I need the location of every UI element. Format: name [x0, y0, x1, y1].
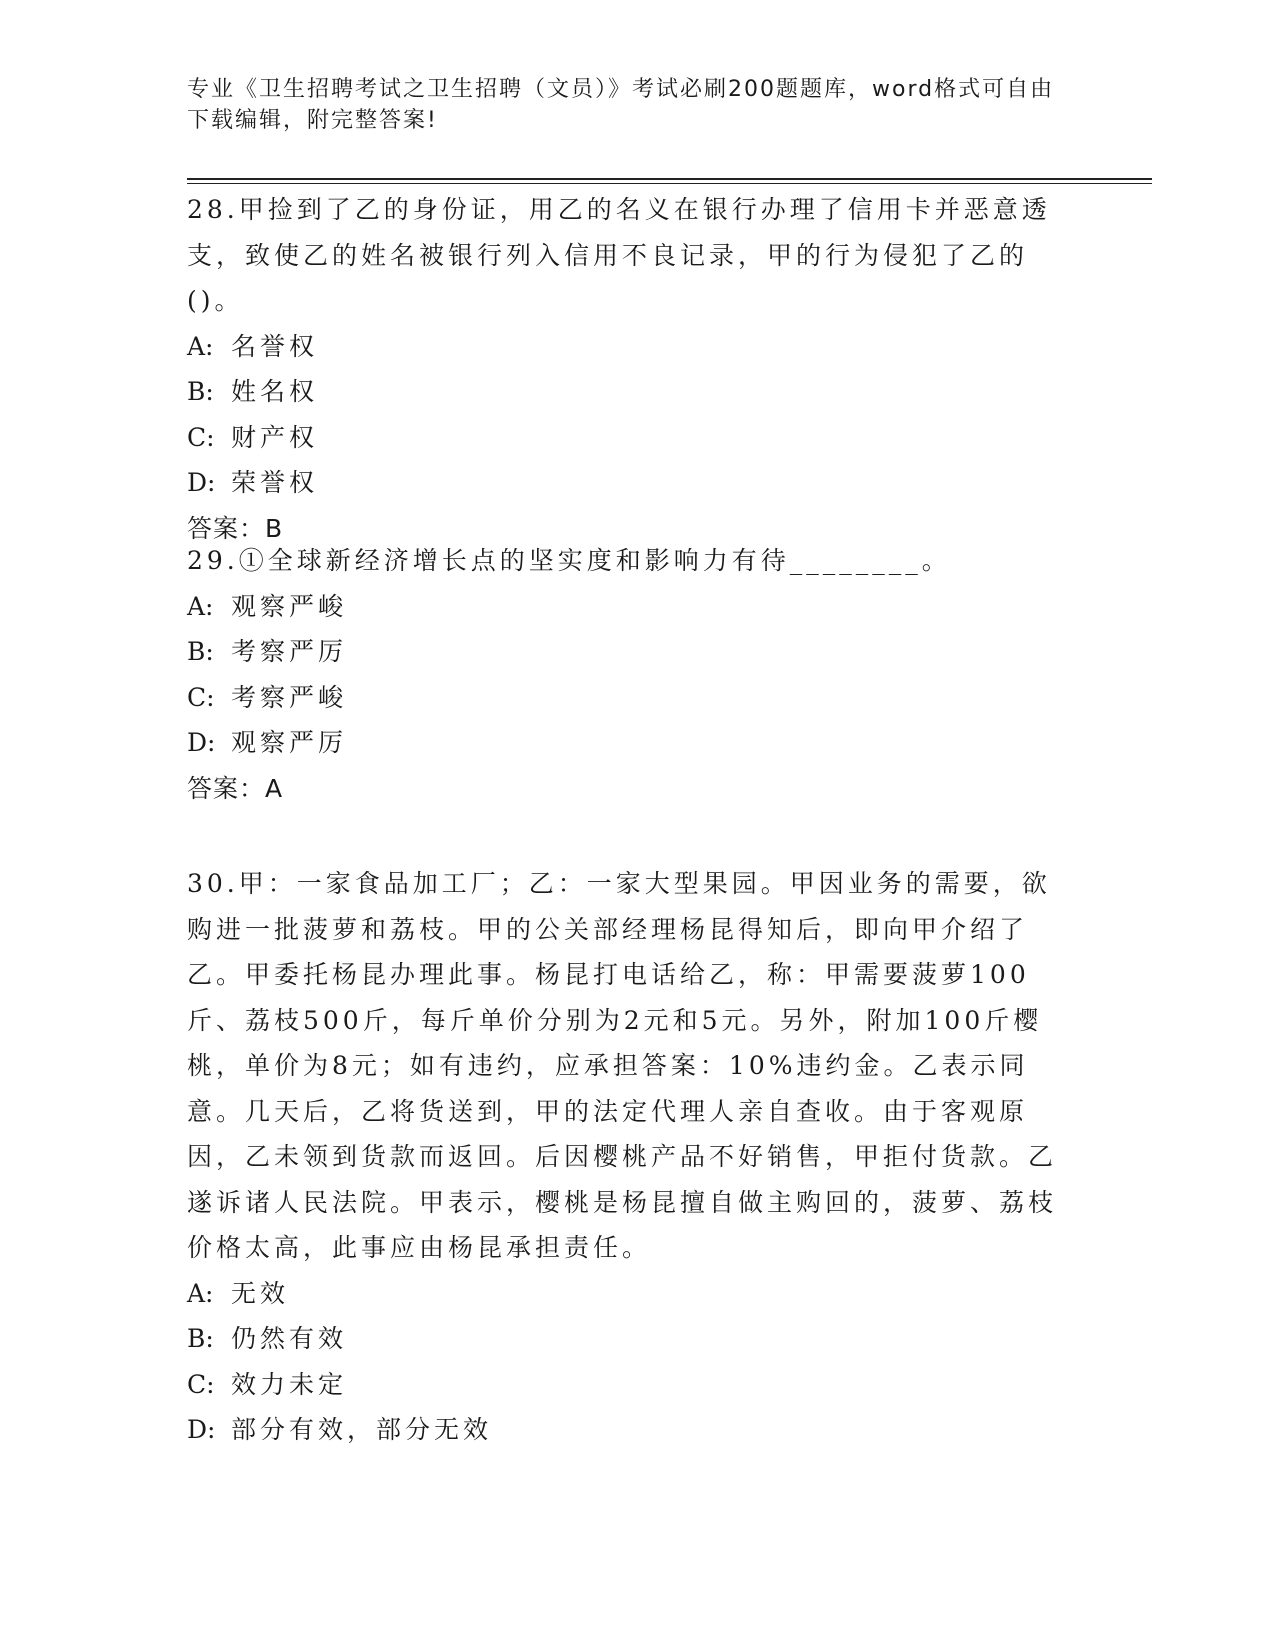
option-text: 观察严峻	[231, 591, 348, 621]
option-text: 荣誉权	[231, 468, 319, 497]
option-text: 效力未定	[231, 1369, 348, 1399]
question-stem: 28.甲捡到了乙的身份证，用乙的名义在银行办理了信用卡并恶意透支，致使乙的姓名被银行列入信用不良记录，甲的行为侵犯了乙的()。	[187, 195, 1051, 315]
question-stem: 30.甲：一家食品加工厂；乙：一家大型果园。甲因业务的需要，欲购进一批菠萝和荔枝。甲的公关部经理杨昆得知后，即向甲介绍了乙。甲委托杨昆办理此事。杨昆打电话给乙，称：甲需要菠萝100斤、荔枝500斤，每斤单价分别为2元和5元。另外，附加100斤樱桃，单价为8元；如有违约，应承担答案：10%违约金。乙表示同意。几天后，乙将货送到，甲的法定代理人亲自查收。由于客观原因，乙未领到货款而返回。后因樱桃产品不好销售，甲拒付货款。乙遂诉诸人民法院。甲表示，樱桃是杨昆擅自做主购回的，菠萝、荔枝价格太高，此事应由杨昆承担责任。	[187, 869, 1058, 1262]
option-d	[187, 720, 1067, 766]
option-letter: D:	[187, 728, 216, 757]
option-d	[187, 1407, 1067, 1453]
question-stem: 29.①全球新经济增长点的坚实度和影响力有待________。	[187, 546, 951, 575]
option-text: 无效	[231, 1278, 290, 1308]
option-c	[187, 415, 1067, 461]
header-divider-thick	[187, 178, 1152, 180]
option-letter: D:	[187, 468, 216, 497]
option-a	[187, 584, 1067, 630]
question-28	[187, 187, 1067, 551]
option-text: 财产权	[231, 422, 319, 452]
option-c	[187, 675, 1067, 721]
option-letter: A:	[187, 1278, 214, 1308]
option-letter: C:	[187, 1369, 215, 1399]
option-letter: A:	[187, 331, 214, 361]
option-letter: C:	[187, 422, 215, 452]
option-letter: B:	[187, 377, 214, 406]
answer-line: 答案：B	[187, 513, 284, 543]
option-text: 姓名权	[231, 377, 319, 406]
answer-line: 答案：A	[187, 773, 284, 803]
option-a	[187, 324, 1067, 370]
option-text: 名誉权	[231, 331, 319, 361]
question-30	[187, 861, 1067, 1453]
option-a	[187, 1271, 1067, 1317]
option-text: 考察严峻	[231, 682, 348, 712]
option-d	[187, 460, 1067, 506]
option-text: 部分有效，部分无效	[231, 1415, 493, 1444]
option-letter: A:	[187, 591, 214, 621]
option-letter: D:	[187, 1415, 216, 1444]
option-letter: B:	[187, 1324, 214, 1353]
question-29	[187, 538, 1067, 811]
option-b	[187, 369, 1067, 415]
option-text: 考察严厉	[231, 637, 348, 666]
option-text: 观察严厉	[231, 728, 348, 757]
option-letter: B:	[187, 637, 214, 666]
option-text: 仍然有效	[231, 1324, 348, 1353]
header-divider-thin	[187, 183, 1152, 184]
option-b	[187, 629, 1067, 675]
document-header: 专业《卫生招聘考试之卫生招聘（文员）》考试必刷200题题库，word格式可自由下载编辑，附完整答案!	[187, 77, 1055, 133]
option-c	[187, 1362, 1067, 1408]
option-b	[187, 1316, 1067, 1362]
option-letter: C:	[187, 682, 215, 712]
